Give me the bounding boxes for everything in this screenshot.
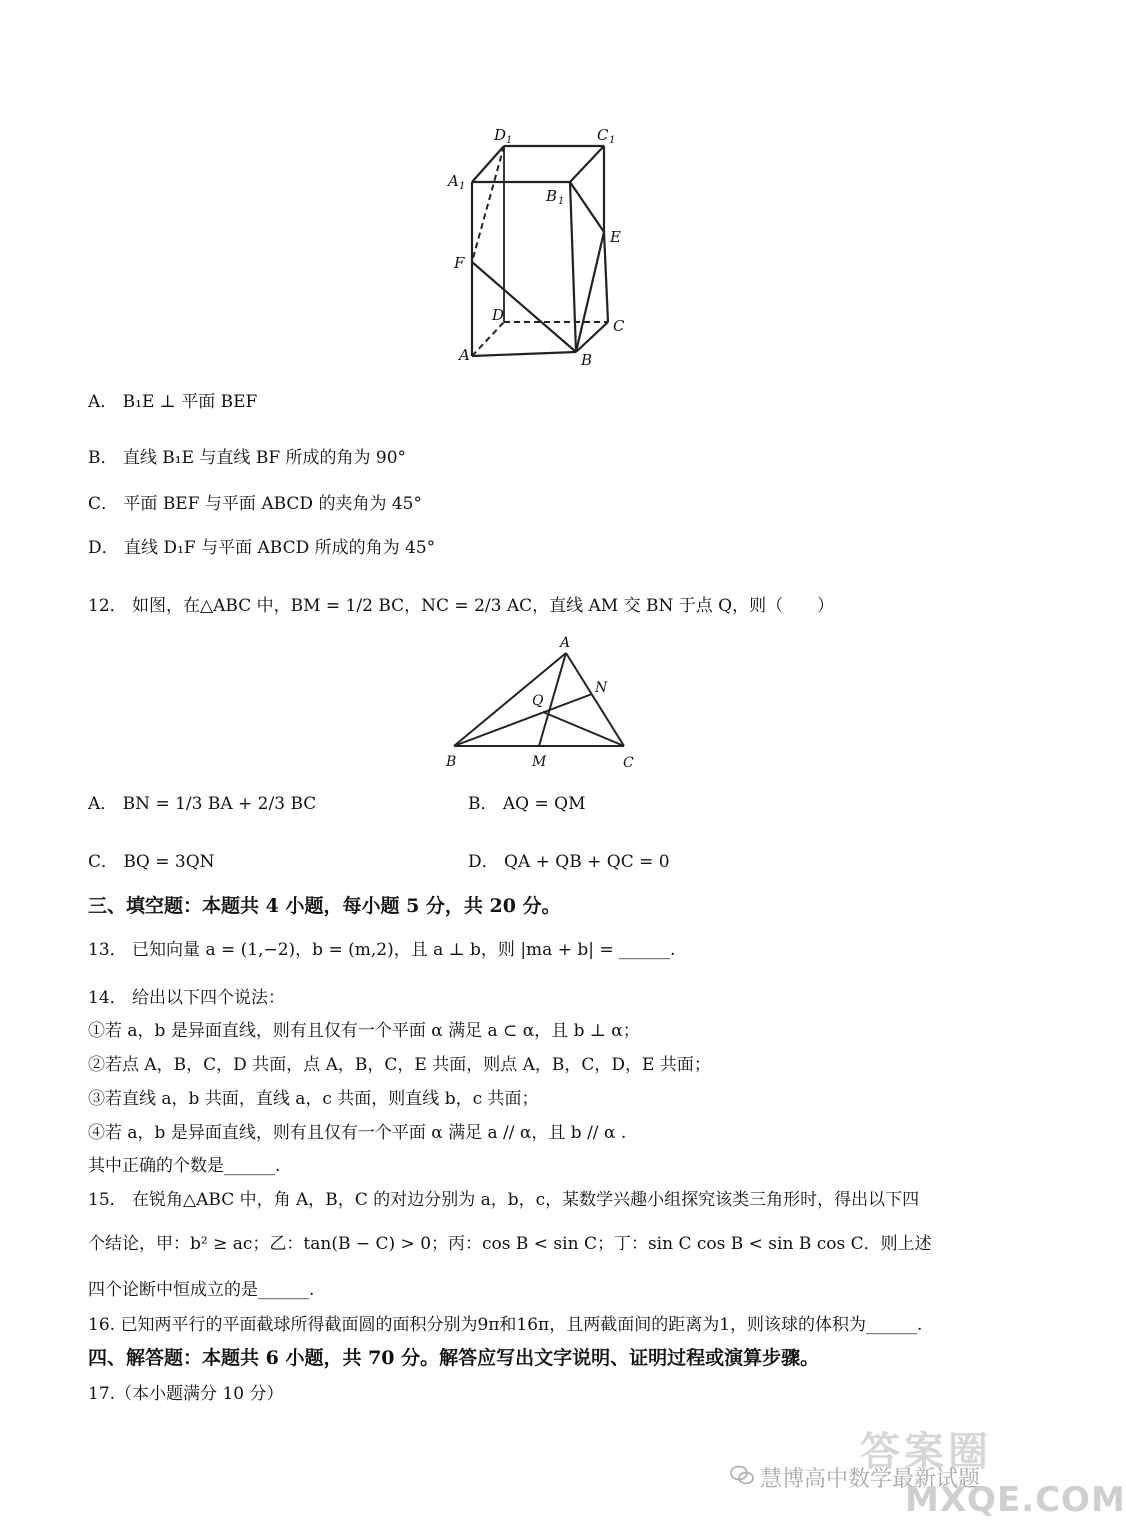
label-M: M <box>532 754 547 770</box>
q11-option-c: C． 平面 BEF 与平面 ABCD 的夹角为 45° <box>88 494 422 514</box>
label-Q: Q <box>532 693 544 709</box>
q12-option-b: B． AQ = QM <box>468 794 586 814</box>
q13-text: 13． 已知向量 a = (1,−2)，b = (m,2)，且 a ⊥ b，则 |ma + b| = ______. <box>88 940 676 960</box>
q11-option-a: A． B₁E ⊥ 平面 BEF <box>88 392 258 412</box>
label-sub: 1 <box>609 135 616 146</box>
watermark-big: 答案圈 <box>860 1429 992 1475</box>
section-3-heading: 三、填空题：本题共 4 小题，每小题 5 分，共 20 分。 <box>88 895 561 917</box>
label-A: A <box>560 635 571 651</box>
label-B: B <box>446 754 457 770</box>
label-D: D <box>492 306 505 324</box>
label-C: C <box>613 317 625 335</box>
q12-option-d: D． QA + QB + QC = 0 <box>468 852 670 872</box>
label-sub: 1 <box>506 135 513 146</box>
q12-stem: 12． 如图，在△ABC 中，BM = 1/2 BC，NC = 2/3 AC，直线 AM 交 BN 于点 Q，则（ ） <box>88 596 835 616</box>
q14-item-1: ①若 a，b 是异面直线，则有且仅有一个平面 α 满足 a ⊂ α，且 b ⊥ α； <box>88 1021 640 1041</box>
label-A: A <box>448 172 459 190</box>
q14-item-2: ②若点 A，B，C，D 共面，点 A，B，C，E 共面，则点 A，B，C，D，E 共面； <box>88 1055 711 1075</box>
watermark <box>720 1420 1126 1520</box>
label-sub: 1 <box>459 181 466 192</box>
q15-line-1: 15． 在锐角△ABC 中，角 A，B，C 的对边分别为 a，b，c，某数学兴趣小组探究该类三角形时，得出以下四 <box>88 1190 920 1210</box>
q16-text: 16. 已知两平行的平面截球所得截面圆的面积分别为9π和16π，且两截面间的距离为1，则该球的体积为______. <box>88 1315 923 1335</box>
q14-stem: 14． 给出以下四个说法： <box>88 988 286 1008</box>
triangle-figure <box>440 630 640 770</box>
label-sub: 1 <box>558 196 565 207</box>
watermark-site: MXQE.COM <box>905 1480 1126 1520</box>
q15-line-3: 四个论断中恒成立的是______. <box>88 1280 315 1300</box>
wechat-icon <box>730 1464 754 1486</box>
label-B: B <box>581 351 593 369</box>
label-C: C <box>623 755 634 771</box>
q17-text: 17.（本小题满分 10 分） <box>88 1384 284 1404</box>
q14-ask: 其中正确的个数是______. <box>88 1156 281 1176</box>
label-D: D <box>494 126 507 144</box>
q12-option-a: A． BN = 1/3 BA + 2/3 BC <box>88 794 317 814</box>
q14-item-3: ③若直线 a，b 共面，直线 a，c 共面，则直线 b，c 共面； <box>88 1089 539 1109</box>
label-N: N <box>595 680 608 696</box>
section-4-heading: 四、解答题：本题共 6 小题，共 70 分。解答应写出文字说明、证明过程或演算步骤。 <box>88 1347 820 1369</box>
label-B: B <box>546 187 558 205</box>
q11-option-d: D． 直线 D₁F 与平面 ABCD 所成的角为 45° <box>88 538 436 558</box>
label-E: E <box>610 228 621 246</box>
q11-option-b: B． 直线 B₁E 与直线 BF 所成的角为 90° <box>88 448 407 468</box>
label-C: C <box>597 126 609 144</box>
prism-figure <box>440 120 640 370</box>
q12-option-c: C． BQ = 3QN <box>88 852 215 872</box>
q15-line-2: 个结论，甲：b² ≥ ac；乙：tan(B − C) > 0；丙：cos B < sin C；丁：sin C cos B < sin B cos C．则上述 <box>88 1234 932 1254</box>
label-F: F <box>454 254 465 272</box>
q14-item-4: ④若 a，b 是异面直线，则有且仅有一个平面 α 满足 a // α，且 b // α . <box>88 1123 627 1143</box>
label-A: A <box>459 346 470 364</box>
watermark-text: 慧博高中数学最新试题 <box>760 1467 981 1492</box>
